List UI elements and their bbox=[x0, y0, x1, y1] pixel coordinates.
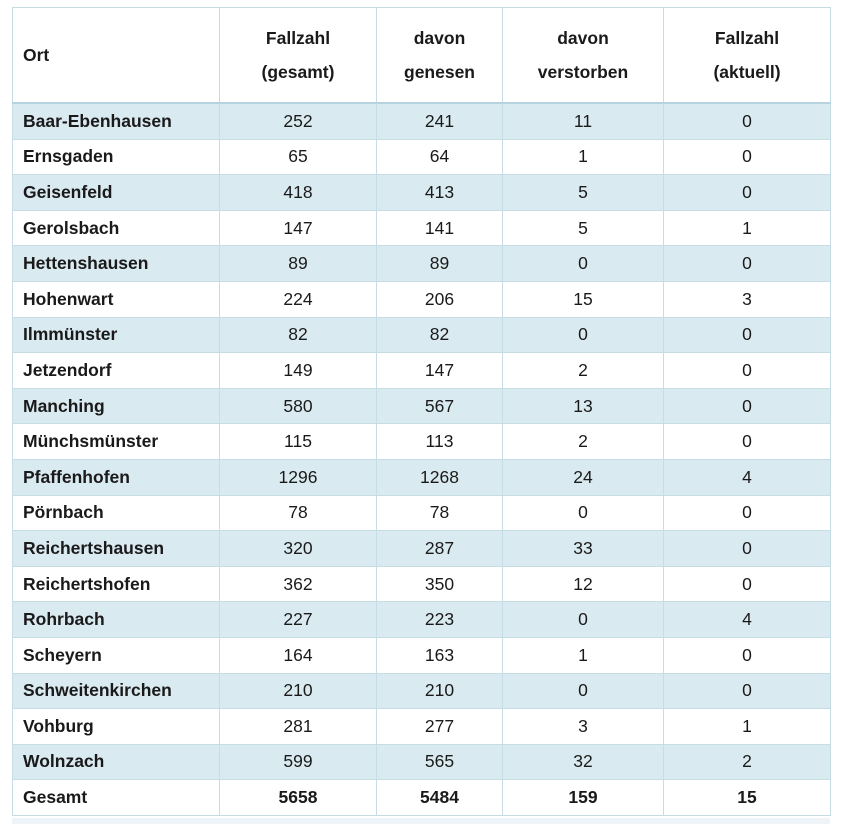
cell-fallzahl-gesamt: 281 bbox=[220, 709, 377, 745]
cell-verstorben: 11 bbox=[503, 103, 664, 139]
cell-genesen: 89 bbox=[377, 246, 503, 282]
cell-fallzahl-aktuell: 4 bbox=[664, 459, 831, 495]
cell-verstorben: 1 bbox=[503, 139, 664, 175]
cell-ort: Scheyern bbox=[13, 637, 220, 673]
cell-fallzahl-gesamt: 164 bbox=[220, 637, 377, 673]
cell-verstorben: 2 bbox=[503, 424, 664, 460]
cell-verstorben: 0 bbox=[503, 246, 664, 282]
cell-genesen: 1268 bbox=[377, 459, 503, 495]
header-fallzahl-gesamt-line1: Fallzahl bbox=[265, 28, 331, 48]
cell-genesen: 141 bbox=[377, 210, 503, 246]
cell-verstorben: 12 bbox=[503, 566, 664, 602]
cell-fallzahl-aktuell: 0 bbox=[664, 637, 831, 673]
cell-fallzahl-aktuell: 0 bbox=[664, 317, 831, 353]
cell-verstorben: 1 bbox=[503, 637, 664, 673]
cell-ort: Reichertshofen bbox=[13, 566, 220, 602]
header-fallzahl-aktuell-line2: (aktuell) bbox=[713, 62, 781, 82]
cell-verstorben: 3 bbox=[503, 709, 664, 745]
cell-genesen: 113 bbox=[377, 424, 503, 460]
table-row bbox=[13, 353, 831, 389]
table-row bbox=[13, 673, 831, 709]
header-fallzahl-aktuell bbox=[664, 8, 831, 104]
header-row bbox=[13, 8, 831, 104]
table-row bbox=[13, 281, 831, 317]
cell-genesen: 567 bbox=[377, 388, 503, 424]
cell-fallzahl-aktuell: 0 bbox=[664, 388, 831, 424]
cell-fallzahl-aktuell: 0 bbox=[664, 673, 831, 709]
header-genesen-line1: davon bbox=[413, 28, 466, 48]
cell-verstorben: 5 bbox=[503, 175, 664, 211]
cell-ort: Münchsmünster bbox=[13, 424, 220, 460]
table-row bbox=[13, 246, 831, 282]
header-fallzahl-gesamt-line2: (gesamt) bbox=[261, 62, 335, 82]
cell-fallzahl-gesamt: 418 bbox=[220, 175, 377, 211]
header-ort bbox=[13, 8, 220, 104]
cell-ort: Hohenwart bbox=[13, 281, 220, 317]
cell-ort: Wolnzach bbox=[13, 744, 220, 780]
header-verstorben-line1: davon bbox=[557, 28, 609, 48]
header-verstorben-line2: verstorben bbox=[537, 62, 629, 82]
cell-fallzahl-aktuell: 0 bbox=[664, 175, 831, 211]
total-row bbox=[13, 780, 831, 816]
case-table-container bbox=[12, 7, 830, 816]
cell-ort: Ilmmünster bbox=[13, 317, 220, 353]
cell-fallzahl-aktuell: 0 bbox=[664, 424, 831, 460]
cell-fallzahl-aktuell: 4 bbox=[664, 602, 831, 638]
cell-ort: Schweitenkirchen bbox=[13, 673, 220, 709]
cell-verstorben: 0 bbox=[503, 673, 664, 709]
cell-genesen: 206 bbox=[377, 281, 503, 317]
total-verstorben: 159 bbox=[503, 780, 664, 816]
cell-ort: Hettenshausen bbox=[13, 246, 220, 282]
cell-ort: Geisenfeld bbox=[13, 175, 220, 211]
cell-genesen: 147 bbox=[377, 353, 503, 389]
table-row bbox=[13, 709, 831, 745]
cell-verstorben: 0 bbox=[503, 317, 664, 353]
table-row bbox=[13, 103, 831, 139]
cell-genesen: 223 bbox=[377, 602, 503, 638]
table-row bbox=[13, 139, 831, 175]
table-row bbox=[13, 459, 831, 495]
table-row bbox=[13, 495, 831, 531]
header-fallzahl-aktuell-line1: Fallzahl bbox=[714, 28, 780, 48]
cell-fallzahl-aktuell: 0 bbox=[664, 139, 831, 175]
cell-verstorben: 24 bbox=[503, 459, 664, 495]
table-row bbox=[13, 566, 831, 602]
cell-ort: Pörnbach bbox=[13, 495, 220, 531]
cell-genesen: 78 bbox=[377, 495, 503, 531]
cell-ort: Reichertshausen bbox=[13, 531, 220, 567]
cell-genesen: 241 bbox=[377, 103, 503, 139]
cell-verstorben: 33 bbox=[503, 531, 664, 567]
cell-fallzahl-aktuell: 0 bbox=[664, 103, 831, 139]
cell-verstorben: 5 bbox=[503, 210, 664, 246]
table-row bbox=[13, 210, 831, 246]
table-row bbox=[13, 531, 831, 567]
cell-fallzahl-gesamt: 65 bbox=[220, 139, 377, 175]
cell-fallzahl-gesamt: 78 bbox=[220, 495, 377, 531]
header-ort-line2: Ort bbox=[23, 45, 50, 65]
cell-verstorben: 13 bbox=[503, 388, 664, 424]
cell-fallzahl-aktuell: 1 bbox=[664, 709, 831, 745]
cell-fallzahl-gesamt: 89 bbox=[220, 246, 377, 282]
cell-ort: Pfaffenhofen bbox=[13, 459, 220, 495]
header-fallzahl-gesamt bbox=[220, 8, 377, 104]
cell-genesen: 64 bbox=[377, 139, 503, 175]
table-row bbox=[13, 424, 831, 460]
cell-genesen: 350 bbox=[377, 566, 503, 602]
cell-ort: Rohrbach bbox=[13, 602, 220, 638]
total-fallzahl-aktuell: 15 bbox=[664, 780, 831, 816]
cell-ort: Ernsgaden bbox=[13, 139, 220, 175]
cell-fallzahl-gesamt: 1296 bbox=[220, 459, 377, 495]
cell-verstorben: 15 bbox=[503, 281, 664, 317]
header-genesen-line2: genesen bbox=[404, 62, 475, 82]
table-row bbox=[13, 602, 831, 638]
cell-fallzahl-aktuell: 0 bbox=[664, 353, 831, 389]
cell-fallzahl-gesamt: 252 bbox=[220, 103, 377, 139]
cell-ort: Gerolsbach bbox=[13, 210, 220, 246]
cell-verstorben: 0 bbox=[503, 495, 664, 531]
table-row bbox=[13, 744, 831, 780]
cell-fallzahl-gesamt: 362 bbox=[220, 566, 377, 602]
cell-ort: Baar-Ebenhausen bbox=[13, 103, 220, 139]
cell-fallzahl-aktuell: 2 bbox=[664, 744, 831, 780]
cell-genesen: 82 bbox=[377, 317, 503, 353]
cell-verstorben: 2 bbox=[503, 353, 664, 389]
cell-fallzahl-aktuell: 3 bbox=[664, 281, 831, 317]
cell-verstorben: 32 bbox=[503, 744, 664, 780]
cell-genesen: 413 bbox=[377, 175, 503, 211]
cell-fallzahl-aktuell: 0 bbox=[664, 566, 831, 602]
cell-genesen: 210 bbox=[377, 673, 503, 709]
cell-ort: Jetzendorf bbox=[13, 353, 220, 389]
total-label: Gesamt bbox=[13, 780, 220, 816]
cell-genesen: 565 bbox=[377, 744, 503, 780]
cell-ort: Vohburg bbox=[13, 709, 220, 745]
header-verstorben bbox=[503, 8, 664, 104]
case-table bbox=[12, 7, 831, 816]
header-genesen bbox=[377, 8, 503, 104]
cell-ort: Manching bbox=[13, 388, 220, 424]
table-row bbox=[13, 637, 831, 673]
total-genesen: 5484 bbox=[377, 780, 503, 816]
cell-genesen: 287 bbox=[377, 531, 503, 567]
table-body bbox=[13, 103, 831, 815]
cell-fallzahl-gesamt: 224 bbox=[220, 281, 377, 317]
cell-fallzahl-aktuell: 1 bbox=[664, 210, 831, 246]
cell-fallzahl-gesamt: 147 bbox=[220, 210, 377, 246]
cell-fallzahl-gesamt: 115 bbox=[220, 424, 377, 460]
cell-fallzahl-gesamt: 149 bbox=[220, 353, 377, 389]
cell-fallzahl-gesamt: 320 bbox=[220, 531, 377, 567]
cell-genesen: 277 bbox=[377, 709, 503, 745]
table-row bbox=[13, 317, 831, 353]
table-row bbox=[13, 175, 831, 211]
cell-fallzahl-gesamt: 599 bbox=[220, 744, 377, 780]
cell-fallzahl-aktuell: 0 bbox=[664, 531, 831, 567]
table-row bbox=[13, 388, 831, 424]
cell-fallzahl-gesamt: 227 bbox=[220, 602, 377, 638]
cell-fallzahl-gesamt: 580 bbox=[220, 388, 377, 424]
table-bottom-strip bbox=[12, 818, 830, 824]
cell-fallzahl-aktuell: 0 bbox=[664, 495, 831, 531]
cell-verstorben: 0 bbox=[503, 602, 664, 638]
table-header bbox=[13, 8, 831, 104]
cell-fallzahl-gesamt: 82 bbox=[220, 317, 377, 353]
cell-fallzahl-gesamt: 210 bbox=[220, 673, 377, 709]
cell-fallzahl-aktuell: 0 bbox=[664, 246, 831, 282]
cell-genesen: 163 bbox=[377, 637, 503, 673]
total-fallzahl-gesamt: 5658 bbox=[220, 780, 377, 816]
